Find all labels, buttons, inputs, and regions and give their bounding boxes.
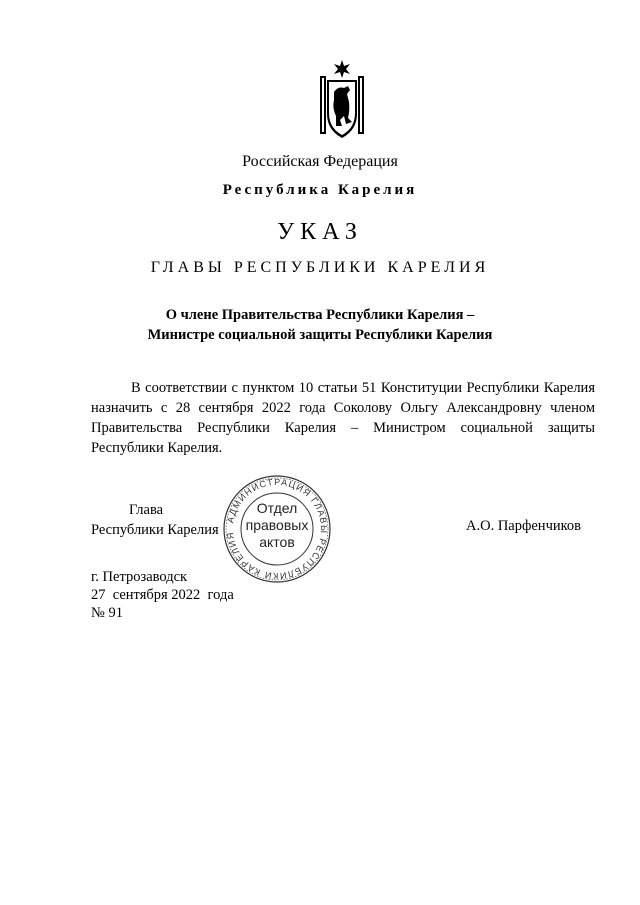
subject-line-2: Министре социальной защиты Республики Карелия — [147, 327, 493, 343]
country-name: Российская Федерация — [242, 153, 398, 170]
subject-line-1: О члене Правительства Республики Карелия – — [165, 307, 475, 323]
karelia-coat-of-arms-icon — [314, 58, 370, 144]
signature-title — [91, 500, 221, 540]
stamp-ring-text: АДМИНИСТРАЦИЯ ГЛАВЫ РЕСПУБЛИКИ КАРЕЛИЯ — [224, 476, 330, 582]
stamp-line-3: актов — [259, 534, 295, 550]
place: г. Петрозаводск — [91, 569, 188, 585]
republic-name: Республика Карелия — [222, 182, 418, 198]
place-date-number — [91, 568, 234, 622]
document-type: УКАЗ — [277, 219, 363, 245]
signature-title-line-1: Глава — [129, 502, 164, 518]
decree-number: № 91 — [91, 605, 123, 621]
issuer-title: ГЛАВЫ РЕСПУБЛИКИ КАРЕЛИЯ — [150, 259, 490, 276]
signer-name: А.О. Парфенчиков — [466, 518, 582, 534]
date: 27 сентября 2022 года — [91, 587, 234, 603]
stamp-line-1: Отдел — [256, 500, 298, 516]
signature-title-line-2: Республики Карелия — [91, 522, 219, 538]
stamp-center-text — [217, 500, 337, 551]
stamp-line-2: правовых — [245, 517, 309, 533]
decree-body: В соответствии с пунктом 10 статьи 51 Конституции Республики Карелия назначить с 28 сентября 2022 года Соколову Ольгу Александровну членом Правительства Республики Карелия – Министром социальной защиты Республики Карелия. — [91, 380, 595, 456]
